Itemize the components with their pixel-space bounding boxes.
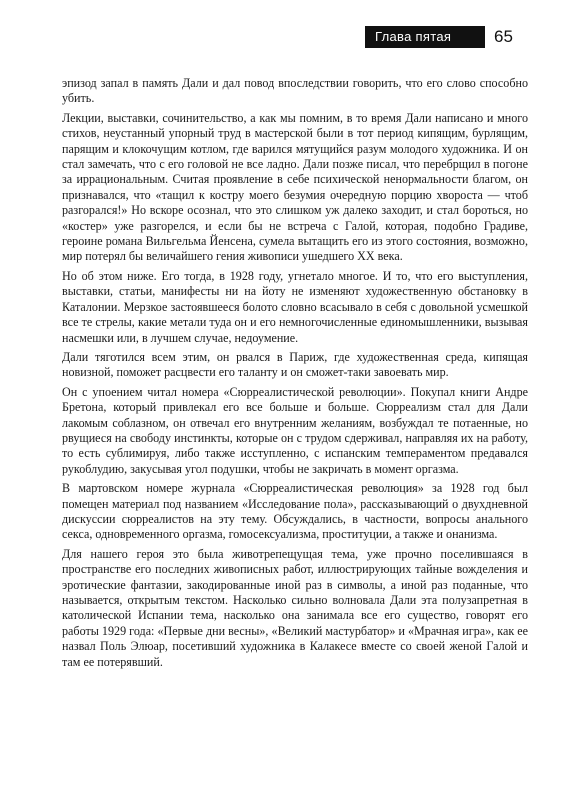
paragraph-5: Он с упоением читал номера «Сюрреалистической революции». Покупал книги Андре Бретона, который привлекал его все больше и больше. Сюрреализм стал для Дали лакомым соблазном, он отвечал его внутренним желаниям, возбуждал те потаенные, но рвущиеся на свободу инстинкты, которые он с трудом сдерживал, направляя их на работу, то есть сублимируя, либо также исступленно, с испанским темпераментом предавался рукоблудию, закусывая угол подушки, чтобы не закричать в момент оргазма. xyxy=(62,384,528,476)
paragraph-7: Для нашего героя это была животрепещущая тема, уже прочно поселившаяся в пространстве его последних живописных работ, иллюстрирующих тайные вожделения и эротические фантазии, закодированные иной раз в символы, а иной раз поданные, что называется, открытым текстом. Насколько сильно волновала Дали эта полузапретная в католической Испании тема, насколько она занимала все его существо, говорят его работы 1929 года: «Первые дни весны», «Великий мастурбатор» и «Мрачная игра», как ее назвал Поль Элюар, посетивший художника в Калакесе вместе со своей женой Галой и там ее потерявший. xyxy=(62,546,528,669)
chapter-title: Глава пятая xyxy=(375,29,452,44)
paragraph-6: В мартовском номере журнала «Сюрреалистическая революция» за 1928 год был помещен материал под названием «Исследование пола», рассказывающий о двухдневной дискуссии сюрреалистов на эту тему. Обсуждались, в частности, вопросы анального секса, одновременного оргазма, гомосексуализма, проституции, а также и онанизма. xyxy=(62,481,528,542)
page-number: 65 xyxy=(494,27,513,46)
body-text xyxy=(62,76,528,674)
page-header xyxy=(0,26,567,52)
paragraph-1: эпизод запал в память Дали и дал повод впоследствии говорить, что его слово способно убить. xyxy=(62,76,528,106)
paragraph-4: Дали тяготился всем этим, он рвался в Париж, где художественная среда, кипящая новизной, поможет расцвести его таланту и он сможет-таки завоевать мир. xyxy=(62,349,528,380)
paragraph-2: Лекции, выставки, сочинительство, а как мы помним, в то время Дали написано и много стихов, неустанный упорный труд в мастерской были в тот период кипящим, бурлящим, парящим и клокочущим котлом, где варился мятущийся разум молодого художника. И он стал замечать, что с его головой не все ладно. Дали позже писал, что перебрщил в погоне за иррациональным. Считая проявление в себе психической ненормальности благом, он признавался, что «тащил к костру моего безумия очередную порцию хвороста — чтоб разгорался!» Но вскоре осознал, что это слишком уж далеко заходит, и стал бороться, но «костер» уже разгорелся, и если бы не встреча с Галой, которая, подобно Градиве, героине романа Вильгельма Йенсена, сумела вытащить его из этого состояния, возможно, мир потерял бы величайшего гения живописи ушедшего XX века. xyxy=(62,110,528,264)
paragraph-3: Но об этом ниже. Его тогда, в 1928 году, угнетало многое. И то, что его выступления, выставки, статьи, манифесты ни на йоту не изменяют художественную обстановку в Каталонии. Мерзкое застоявшееся болото словно всасывало в себя с довольной усмешкой все те стрелы, какие метали туда он и его немногочисленные единомышленники, вызывая насмешки или, в лучшем случае, недоумение. xyxy=(62,268,528,345)
